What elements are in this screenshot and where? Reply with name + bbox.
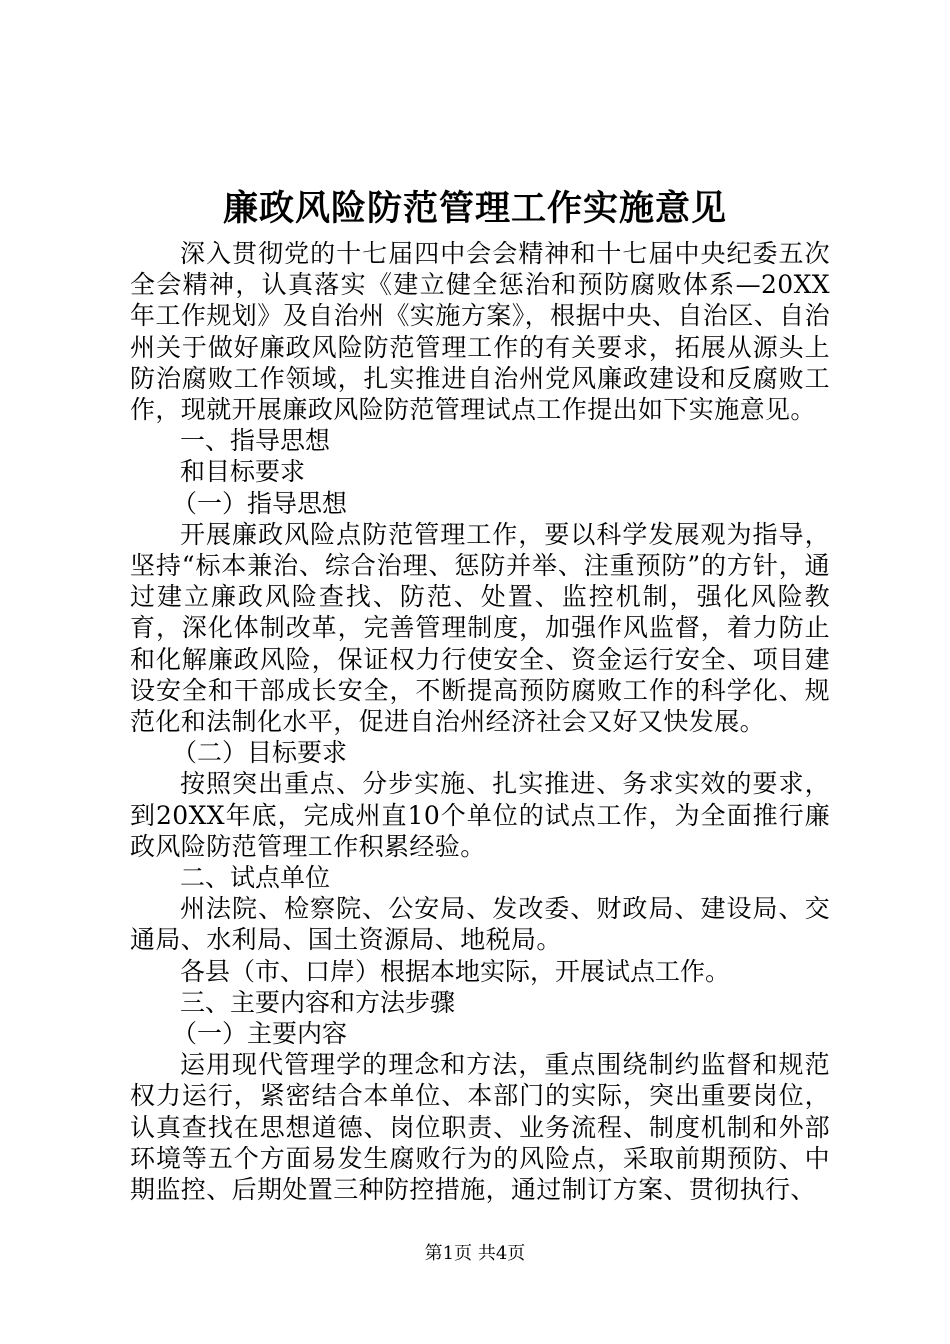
paragraph-county-pilots: 各县（市、口岸）根据本地实际，开展试点工作。 bbox=[180, 956, 731, 986]
page-number: 第1页 共4页 bbox=[424, 1243, 526, 1264]
subheading-objectives: （二）目标要求 bbox=[172, 738, 348, 768]
paragraph-pilot-units: 州法院、检察院、公安局、发改委、财政局、建设局、交通局、水利局、国土资源局、地税局。 bbox=[130, 894, 830, 955]
heading-pilot-units: 二、试点单位 bbox=[180, 863, 331, 893]
paragraph-main-content: 运用现代管理学的理念和方法，重点围绕制约监督和规范权力运行，紧密结合本单位、本部门的实际，突出重要岗位，认真查找在思想道德、岗位职责、业务流程、制度机制和外部环境等五个方面易发生腐败行为的风险点，采取前期预防、中期监控、后期处置三种防控措施，通过制订方案、贯彻执行、 bbox=[130, 1050, 830, 1205]
document-body bbox=[130, 238, 830, 1205]
subheading-guiding-ideology: （一）指导思想 bbox=[172, 488, 348, 518]
subheading-main-content: （一）主要内容 bbox=[172, 1019, 348, 1049]
paragraph-guiding-ideology: 开展廉政风险点防范管理工作，要以科学发展观为指导，坚持“标本兼治、综合治理、惩防并举、注重预防”的方针，通过建立廉政风险查找、防范、处置、监控机制，强化风险教育，深化体制改革，完善管理制度，加强作风监督，着力防止和化解廉政风险，保证权力行使安全、资金运行安全、项目建设安全和干部成长安全，不断提高预防腐败工作的科学化、规范化和法制化水平，促进自治州经济社会又好又快发展。 bbox=[130, 519, 830, 737]
paragraph-intro: 深入贯彻党的十七届四中会会精神和十七届中央纪委五次全会精神，认真落实《建立健全惩治和预防腐败体系—20XX年工作规划》及自治州《实施方案》，根据中央、自治区、自治州关于做好廉政风险防范管理工作的有关要求，拓展从源头上防治腐败工作领域，扎实推进自治州党风廉政建设和反腐败工作，现就开展廉政风险防范管理试点工作提出如下实施意见。 bbox=[130, 239, 830, 425]
document-title: 廉政风险防范管理工作实施意见 bbox=[222, 188, 727, 229]
heading-guiding-ideology-continued: 和目标要求 bbox=[180, 457, 306, 487]
heading-main-content: 三、主要内容和方法步骤 bbox=[180, 987, 456, 1017]
heading-guiding-ideology: 一、指导思想 bbox=[180, 426, 331, 456]
paragraph-objectives: 按照突出重点、分步实施、扎实推进、务求实效的要求，到20XX年底，完成州直10个单位的试点工作，为全面推行廉政风险防范管理工作积累经验。 bbox=[130, 769, 830, 861]
